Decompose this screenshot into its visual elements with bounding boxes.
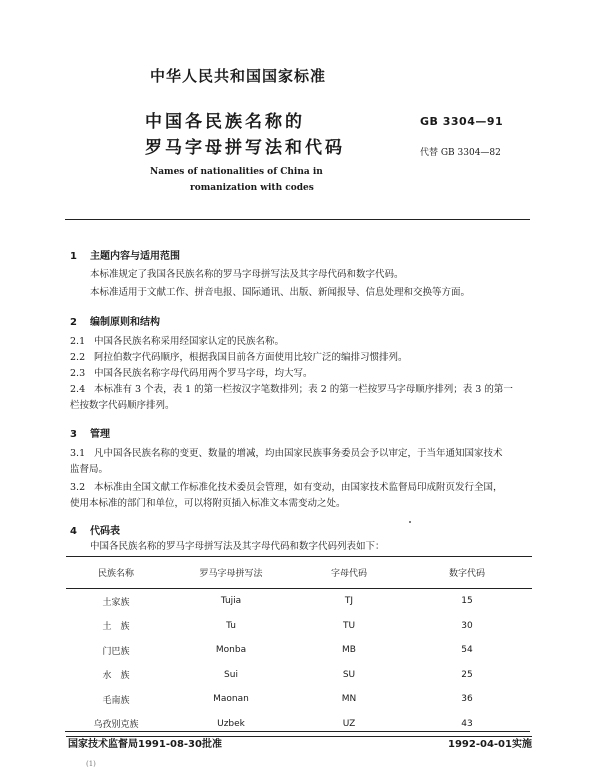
cell-numeric-code: 54 xyxy=(461,645,473,656)
table-row xyxy=(66,589,532,614)
section-1-para-2: 本标准适用于文献工作、拼音电报、国际通讯、出版、新闻报导、信息处理和交换等方面。 xyxy=(90,287,471,298)
cell-letter-code: MB xyxy=(342,645,356,656)
clause-2-3: 2.3 中国各民族名称字母代码用两个罗马字母，均大写。 xyxy=(70,368,313,379)
clause-3-2: 3.2 本标准由全国文献工作标准化技术委员会管理，如有变动，由国家技术监督局印成附页发行全国， xyxy=(70,482,503,493)
cell-letter-code: TU xyxy=(342,620,356,631)
cell-name: 水 族 xyxy=(102,671,130,682)
col-header-romanization: 罗马字母拼写法 xyxy=(166,557,296,589)
cell-numeric-code: 30 xyxy=(461,620,473,631)
cell-romanization: Tujia xyxy=(220,596,242,607)
table-row xyxy=(66,638,532,663)
footer-divider xyxy=(65,731,530,732)
title-en-line-1: Names of nationalities of China in xyxy=(150,167,323,177)
table-row xyxy=(66,712,532,737)
clause-2-1: 2.1 中国各民族名称采用经国家认定的民族名称。 xyxy=(70,336,285,347)
title-cn-line-2: 罗马字母拼写法和代码 xyxy=(145,138,345,158)
cell-numeric-code: 25 xyxy=(461,669,473,680)
table-row xyxy=(66,614,532,639)
cell-numeric-code: 43 xyxy=(402,712,532,737)
cell-letter-code: TJ xyxy=(344,596,354,607)
header-divider xyxy=(65,219,530,220)
col-header-name: 民族名称 xyxy=(66,557,166,589)
cell-romanization: Maonan xyxy=(213,694,249,705)
title-cn-line-1: 中国各民族名称的 xyxy=(145,112,305,132)
effective-date: 1992-04-01实施 xyxy=(448,739,532,750)
col-header-letter-code: 字母代码 xyxy=(296,557,402,589)
cell-letter-code: MN xyxy=(341,694,357,705)
cell-letter-code: SU xyxy=(342,669,356,680)
approval-date: 国家技术监督局1991-08-30批准 xyxy=(68,739,222,750)
cell-name: 土家族 xyxy=(102,597,130,608)
table-row xyxy=(66,663,532,688)
table-row xyxy=(66,687,532,712)
section-2-heading: 2 编制原则和结构 xyxy=(70,317,160,328)
section-1-heading: 1 主题内容与适用范围 xyxy=(70,251,180,262)
clause-3-1-cont: 监督局。 xyxy=(70,464,109,475)
cell-name: 门巴族 xyxy=(102,646,130,657)
cell-name: 土 族 xyxy=(102,622,130,633)
col-header-numeric-code: 数字代码 xyxy=(402,557,532,589)
title-en-line-2: romanization with codes xyxy=(190,183,314,193)
clause-2-4: 2.4 本标准有 3 个表，表 1 的第一栏按汉字笔数排列；表 2 的第一栏按罗马字母顺序排列；表 3 的第一 xyxy=(70,384,513,395)
table-intro: 中国各民族名称的罗马字母拼写法及其字母代码和数字代码列表如下： xyxy=(90,541,385,552)
clause-2-2: 2.2 阿拉伯数字代码顺序，根据我国目前各方面使用比较广泛的编排习惯排列。 xyxy=(70,352,408,363)
cell-romanization: Monba xyxy=(215,645,247,656)
speck xyxy=(409,521,411,523)
cell-numeric-code: 15 xyxy=(461,596,473,607)
section-1-para-1: 本标准规定了我国各民族名称的罗马字母拼写法及其字母代码和数字代码。 xyxy=(90,269,404,280)
cell-romanization: Sui xyxy=(224,669,238,680)
clause-3-1: 3.1 凡中国各民族名称的变更、数量的增减，均由国家民族事务委员会予以审定，于当年通知国家技术 xyxy=(70,448,503,459)
cell-name: 毛南族 xyxy=(102,695,130,706)
cell-romanization: Tu xyxy=(226,620,236,631)
clause-2-4-cont: 栏按数字代码顺序排列。 xyxy=(70,400,175,411)
section-4-heading: 4 代码表 xyxy=(70,526,120,537)
issuing-authority: 中华人民共和国国家标准 xyxy=(150,67,327,85)
replaces-standard: 代替 GB 3304—82 xyxy=(420,148,501,158)
table-header-row xyxy=(66,557,532,589)
code-table xyxy=(66,556,532,737)
cell-numeric-code: 36 xyxy=(461,694,473,705)
standard-code: GB 3304—91 xyxy=(420,115,504,128)
page-number: (1) xyxy=(86,760,96,768)
section-3-heading: 3 管理 xyxy=(70,429,110,440)
clause-3-2-cont: 使用本标准的部门和单位，可以将附页插入标准文本需变动之处。 xyxy=(70,498,346,509)
cell-letter-code: UZ xyxy=(296,712,402,737)
cell-romanization: Uzbek xyxy=(166,712,296,737)
cell-name: 乌孜别克族 xyxy=(66,712,166,737)
